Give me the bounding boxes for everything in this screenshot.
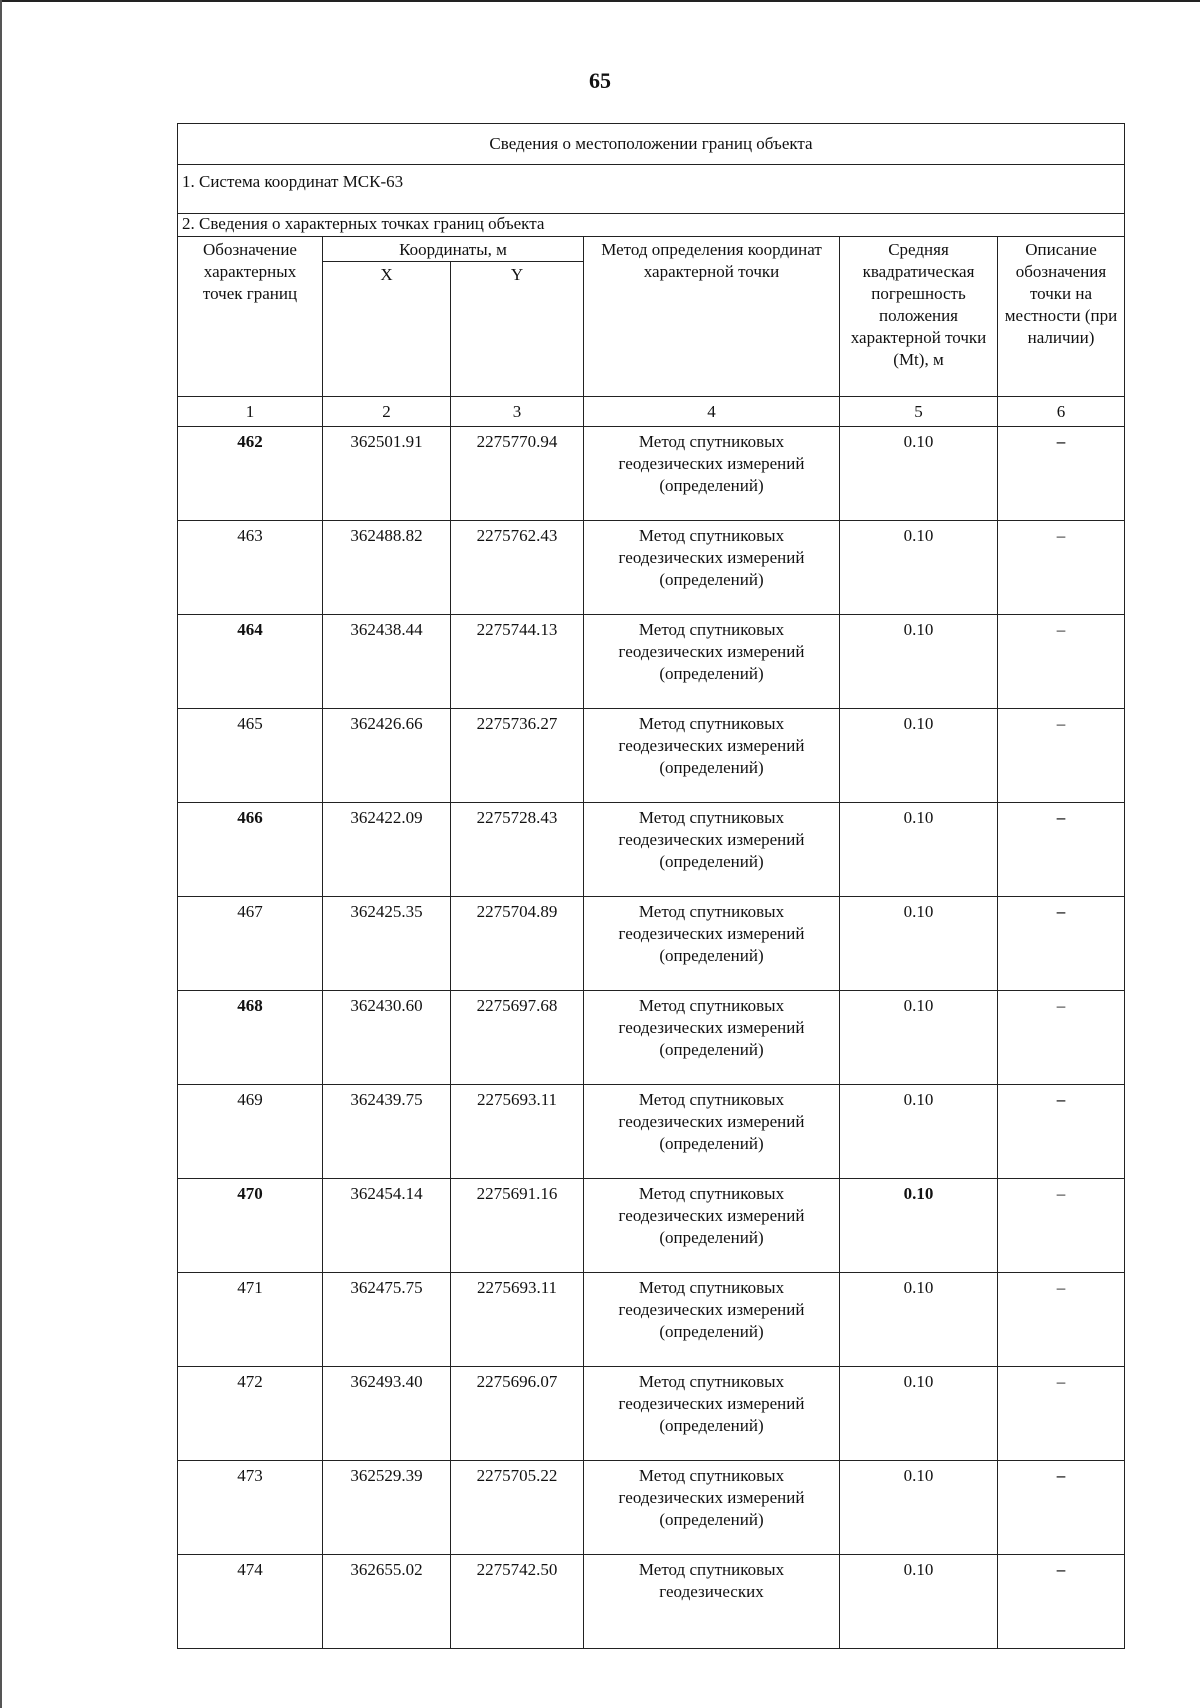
coord-y: 2275736.27: [451, 709, 584, 803]
point-id: 463: [178, 521, 323, 615]
error-value: 0.10: [840, 897, 998, 991]
method: Метод спутниковых геодезических измерений (определений): [584, 1273, 840, 1367]
coord-y: 2275744.13: [451, 615, 584, 709]
coord-y: 2275693.11: [451, 1085, 584, 1179]
method: Метод спутниковых геодезических измерений (определений): [584, 709, 840, 803]
method: Метод спутниковых геодезических измерений (определений): [584, 427, 840, 521]
coord-y: 2275696.07: [451, 1367, 584, 1461]
header-point: Обозначение характерных точек границ: [178, 237, 323, 397]
coord-system: 1. Система координат МСК-63: [178, 165, 1125, 214]
point-id: 473: [178, 1461, 323, 1555]
description: –: [998, 709, 1125, 803]
error-value: 0.10: [840, 1367, 998, 1461]
table-row: [178, 709, 1125, 803]
description: –: [998, 1085, 1125, 1179]
table-row: [178, 1085, 1125, 1179]
header-row-1: [178, 237, 1125, 262]
coord-system-row: [178, 165, 1125, 214]
description: –: [998, 1273, 1125, 1367]
point-id: 467: [178, 897, 323, 991]
scan-edge-left: [0, 0, 2, 1708]
coord-x: 362493.40: [323, 1367, 451, 1461]
description: –: [998, 1179, 1125, 1273]
table-title-row: [178, 124, 1125, 165]
error-value: 0.10: [840, 427, 998, 521]
coord-x: 362438.44: [323, 615, 451, 709]
point-id: 474: [178, 1555, 323, 1649]
method: Метод спутниковых геодезических измерений (определений): [584, 521, 840, 615]
description: –: [998, 521, 1125, 615]
method: Метод спутниковых геодезических измерений (определений): [584, 1461, 840, 1555]
method: Метод спутниковых геодезических: [584, 1555, 840, 1649]
coord-x: 362426.66: [323, 709, 451, 803]
method: Метод спутниковых геодезических измерений (определений): [584, 1367, 840, 1461]
coord-y: 2275697.68: [451, 991, 584, 1085]
header-method: Метод определения координат характерной точки: [584, 237, 840, 397]
section-title: 2. Сведения о характерных точках границ объекта: [178, 214, 1125, 237]
error-value: 0.10: [840, 709, 998, 803]
coord-x: 362529.39: [323, 1461, 451, 1555]
table-row: [178, 1555, 1125, 1649]
header-x: X: [323, 262, 451, 397]
error-value: 0.10: [840, 1461, 998, 1555]
coord-x: 362655.02: [323, 1555, 451, 1649]
method: Метод спутниковых геодезических измерений (определений): [584, 991, 840, 1085]
error-value: 0.10: [840, 803, 998, 897]
coord-y: 2275704.89: [451, 897, 584, 991]
column-number: 1: [178, 397, 323, 427]
description: –: [998, 897, 1125, 991]
coord-y: 2275693.11: [451, 1273, 584, 1367]
description: –: [998, 1367, 1125, 1461]
coord-y: 2275742.50: [451, 1555, 584, 1649]
section-title-row: [178, 214, 1125, 237]
description: –: [998, 427, 1125, 521]
table-row: [178, 1367, 1125, 1461]
table-row: [178, 897, 1125, 991]
coord-x: 362454.14: [323, 1179, 451, 1273]
boundary-points-table: [177, 123, 1125, 1649]
error-value: 0.10: [840, 615, 998, 709]
error-value: 0.10: [840, 1273, 998, 1367]
coord-x: 362430.60: [323, 991, 451, 1085]
description: –: [998, 803, 1125, 897]
description: –: [998, 1555, 1125, 1649]
point-id: 469: [178, 1085, 323, 1179]
column-number: 3: [451, 397, 584, 427]
point-id: 465: [178, 709, 323, 803]
point-id: 462: [178, 427, 323, 521]
coord-x: 362422.09: [323, 803, 451, 897]
coord-x: 362475.75: [323, 1273, 451, 1367]
header-description: Описание обозначения точки на местности (при наличии): [998, 237, 1125, 397]
error-value: 0.10: [840, 1085, 998, 1179]
point-id: 466: [178, 803, 323, 897]
method: Метод спутниковых геодезических измерений (определений): [584, 897, 840, 991]
point-id: 471: [178, 1273, 323, 1367]
coord-x: 362439.75: [323, 1085, 451, 1179]
header-error: Средняя квадратическая погрешность положения характерной точки (Mt), м: [840, 237, 998, 397]
coord-y: 2275762.43: [451, 521, 584, 615]
method: Метод спутниковых геодезических измерений (определений): [584, 1179, 840, 1273]
method: Метод спутниковых геодезических измерений (определений): [584, 615, 840, 709]
table-row: [178, 803, 1125, 897]
error-value: 0.10: [840, 1179, 998, 1273]
coord-x: 362425.35: [323, 897, 451, 991]
coord-x: 362501.91: [323, 427, 451, 521]
description: –: [998, 615, 1125, 709]
error-value: 0.10: [840, 521, 998, 615]
page-number: 65: [589, 68, 611, 93]
description: –: [998, 991, 1125, 1085]
method: Метод спутниковых геодезических измерений (определений): [584, 1085, 840, 1179]
point-id: 464: [178, 615, 323, 709]
table-row: [178, 615, 1125, 709]
header-coords: Координаты, м: [323, 237, 584, 262]
coord-y: 2275705.22: [451, 1461, 584, 1555]
description: –: [998, 1461, 1125, 1555]
column-number: 5: [840, 397, 998, 427]
point-id: 472: [178, 1367, 323, 1461]
coord-y: 2275728.43: [451, 803, 584, 897]
scan-edge-top: [0, 0, 1200, 2]
method: Метод спутниковых геодезических измерений (определений): [584, 803, 840, 897]
column-number: 6: [998, 397, 1125, 427]
coord-y: 2275770.94: [451, 427, 584, 521]
table-row: [178, 1461, 1125, 1555]
coord-x: 362488.82: [323, 521, 451, 615]
column-number: 4: [584, 397, 840, 427]
column-number-row: [178, 397, 1125, 427]
column-number: 2: [323, 397, 451, 427]
table-row: [178, 1179, 1125, 1273]
table-row: [178, 1273, 1125, 1367]
error-value: 0.10: [840, 1555, 998, 1649]
table-title: Сведения о местоположении границ объекта: [178, 124, 1125, 165]
table-row: [178, 521, 1125, 615]
table-row: [178, 427, 1125, 521]
coord-y: 2275691.16: [451, 1179, 584, 1273]
header-y: Y: [451, 262, 584, 397]
point-id: 468: [178, 991, 323, 1085]
error-value: 0.10: [840, 991, 998, 1085]
point-id: 470: [178, 1179, 323, 1273]
table-row: [178, 991, 1125, 1085]
